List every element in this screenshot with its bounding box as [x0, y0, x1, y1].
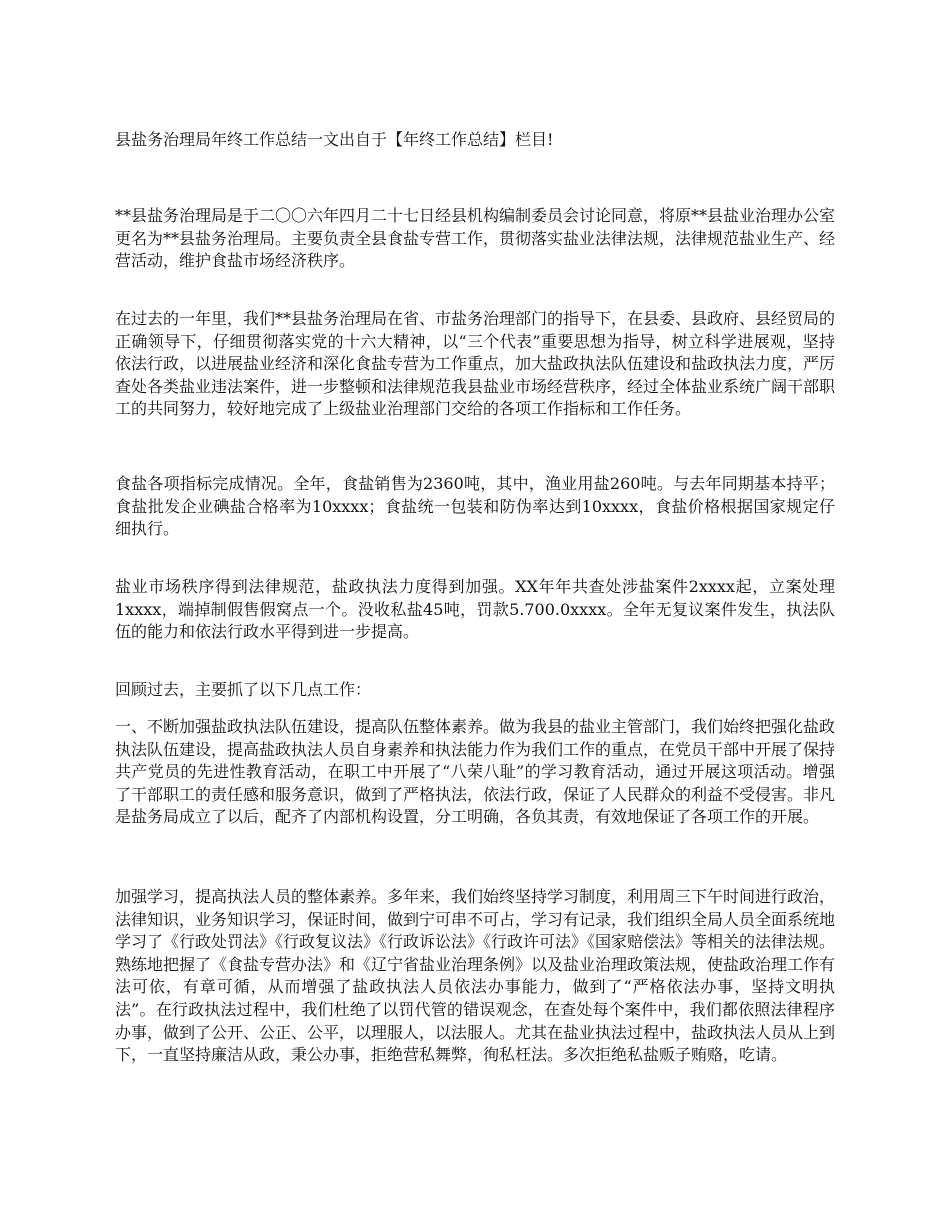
paragraph-market-order: 盐业市场秩序得到法律规范，盐政执法力度得到加强。XX年年共查处涉盐案件2xxxx起，立案处理1xxxx，端掉制假售假窝点一个。没收私盐45吨，罚款5.700.0xxxx。全年无复议案件发生，执法队伍的能力和依法行政水平得到进一步提高。 [115, 577, 835, 642]
document-title-line: 县盐务治理局年终工作总结一文出自于【年终工作总结】栏目! [115, 130, 554, 149]
paragraph-team-building: 一、不断加强盐政执法队伍建设，提高队伍整体素养。做为我县的盐业主管部门，我们始终把强化盐政执法队伍建设，提高盐政执法人员自身素养和执法能力作为我们工作的重点，在党员干部中开展了保持共产党员的先进性教育活动，在职工中开展了“八荣八耻”的学习教育活动，通过开展这项活动。增强了干部职工的责任感和服务意识，做到了严格执法，依法行政，保证了人民群众的利益不受侵害。非凡是盐务局成立了以后，配齐了内部机构设置，分工明确，各负其责，有效地保证了各项工作的开展。 [115, 717, 836, 827]
paragraph-past-year: 在过去的一年里，我们**县盐务治理局在省、市盐务治理部门的指导下，在县委、县政府、县经贸局的正确领导下，仔细贯彻落实党的十六大精神，以“三个代表”重要思想为指导，树立科学进展观，坚持依法行政，以进展盐业经济和深化食盐专营为工作重点，加大盐政执法队伍建设和盐政执法力度，严厉查处各类盐业违法案件，进一步整顿和法律规范我县盐业市场经营秩序，经过全体盐业系统广阔干部职工的共同努力，较好地完成了上级盐业治理部门交给的各项工作指标和工作任务。 [115, 309, 836, 419]
paragraph-salt-indicators: 食盐各项指标完成情况。全年，食盐销售为2360吨，其中，渔业用盐260吨。与去年同期基本持平；食盐批发企业碘盐合格率为10xxxx；食盐统一包装和防伪率达到10xxxx，食盐价格根据国家规定仔细执行。 [115, 474, 835, 539]
paragraph-review-heading: 回顾过去，主要抓了以下几点工作： [115, 680, 372, 699]
paragraph-intro: **县盐务治理局是于二〇〇六年四月二十七日经县机构编制委员会讨论同意，将原**县盐业治理办公室更名为**县盐务治理局。主要负责全县食盐专营工作，贯彻落实盐业法律法规，法律规范盐业生产、经营活动，维护食盐市场经济秩序。 [115, 206, 836, 271]
paragraph-study: 加强学习，提高执法人员的整体素养。多年来，我们始终坚持学习制度，利用周三下午时间进行政治，法律知识，业务知识学习，保证时间，做到宁可串不可占，学习有记录，我们组织全局人员全面系统地学习了《行政处罚法》《行政复议法》《行政诉讼法》《行政许可法》《国家赔偿法》等相关的法律法规。熟练地把握了《食盐专营办法》和《辽宁省盐业治理条例》以及盐业治理政策法规，使盐政治理工作有法可依，有章可循，从而增强了盐政执法人员依法办事能力，做到了“严格依法办事，坚持文明执法”。在行政执法过程中，我们杜绝了以罚代管的错误观念，在查处每个案件中，我们都依照法律程序办事，做到了公开、公正、公平，以理服人，以法服人。尤其在盐业执法过程中，盐政执法人员从上到下，一直坚持廉洁从政，秉公办事，拒绝营私舞弊，徇私枉法。多次拒绝私盐贩子贿赂，吃请。 [115, 887, 836, 1065]
